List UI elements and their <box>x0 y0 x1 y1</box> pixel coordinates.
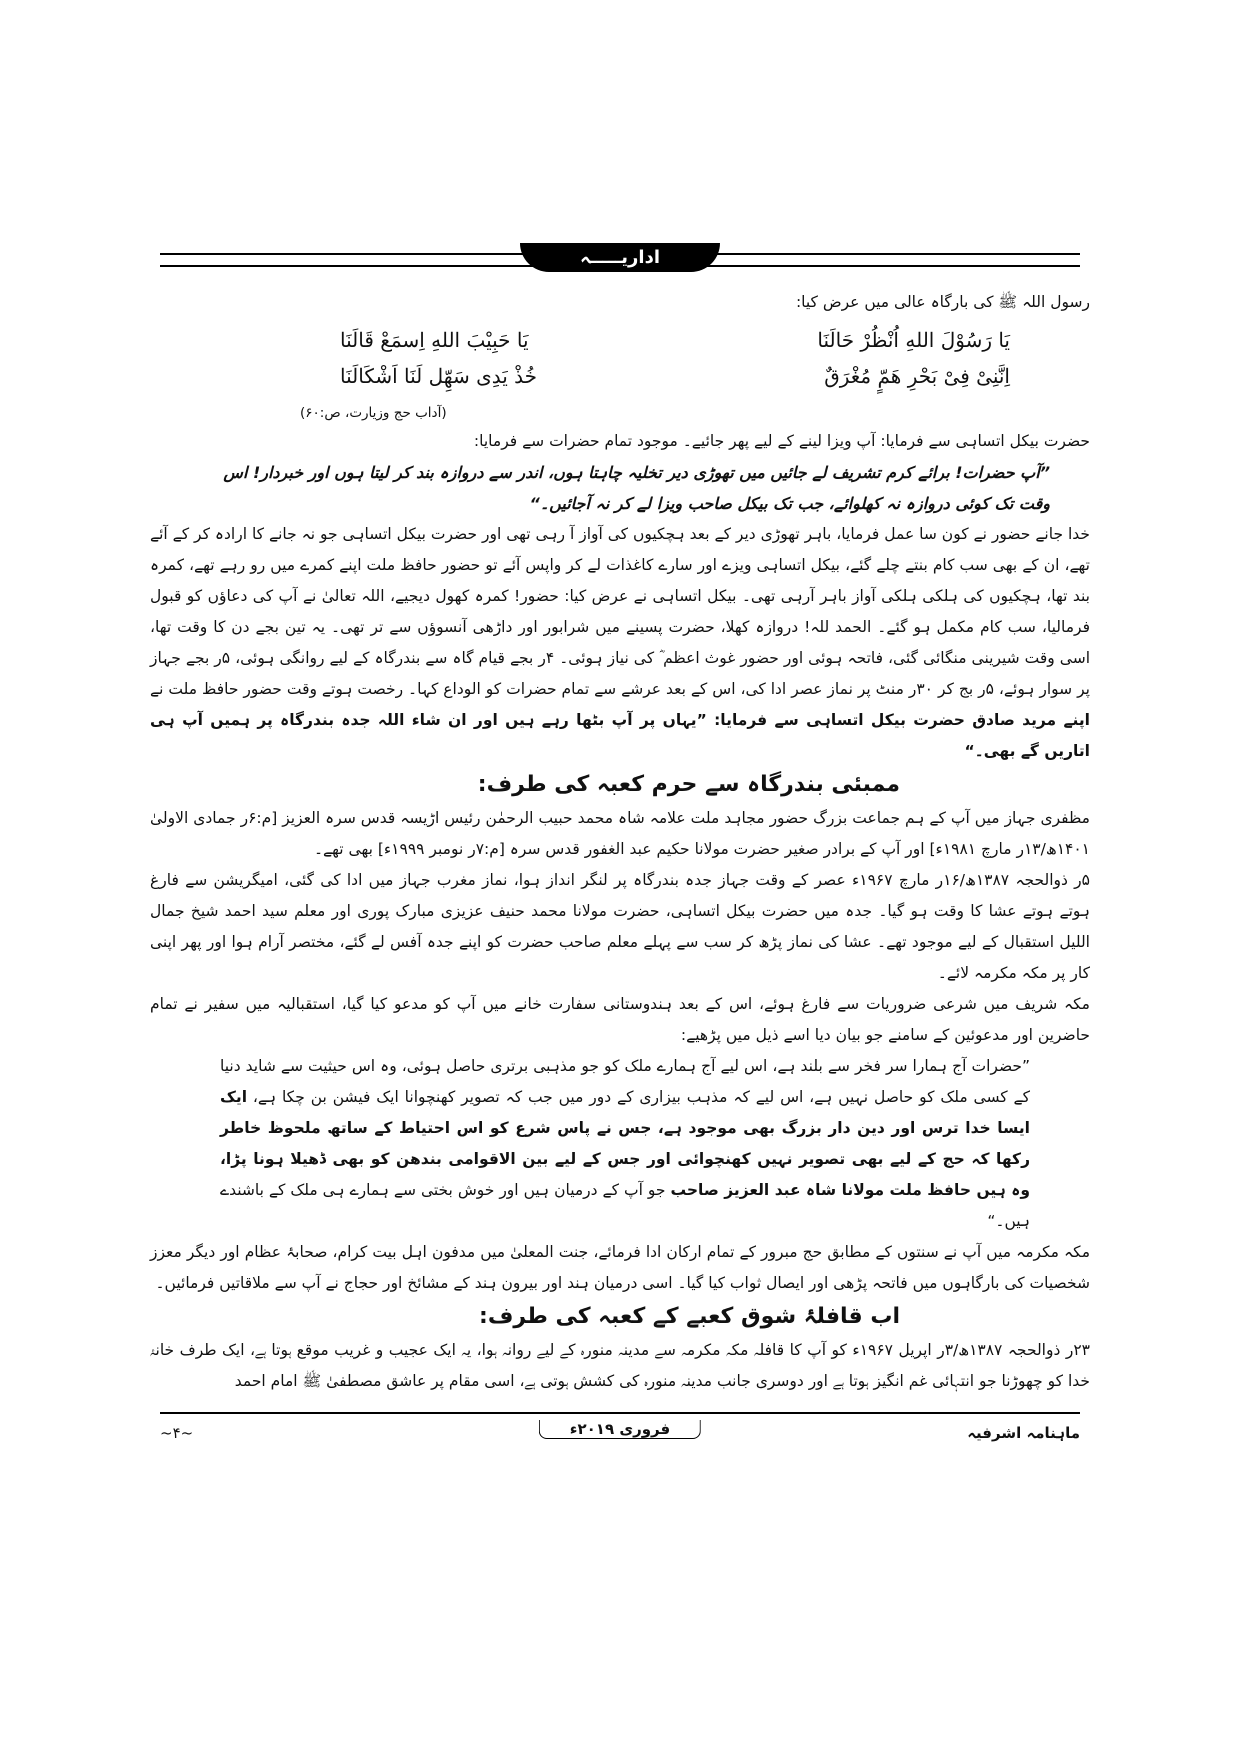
article-body <box>150 283 1090 1397</box>
paragraph-1: حضرت بیکل اتساہی سے فرمایا: آپ ویزا لینے کے لیے پھر جائیے۔ موجود تمام حضرات سے فرمایا: <box>473 432 1090 450</box>
paragraph-7: ۲۳ر ذوالحجہ ۱۳۸۷ھ/۳ر اپریل ۱۹۶۷ء کو آپ کا قافلہ مکہ مکرمہ سے مدینہ منورہ کے لیے روانہ ہوا، یہ ایک عجیب و غریب موقع ہوتا ہے، ایک طرف خانۂ خدا کو چھوڑنا جو انتہائی غم انگیز ہوتا ہے اور دوسری جانب مدینہ منورہ کی کشش ہوتی ہے، اسی مقام پر عاشق مصطفیٰ ﷺ امام احمد <box>150 1341 1090 1390</box>
verse-citation: (آداب حج وزیارت، ص:۶۰) <box>300 405 447 421</box>
paragraph-6: مکہ مکرمہ میں آپ نے سنتوں کے مطابق حج مبرور کے تمام ارکان ادا فرمائے، جنت المعلیٰ میں مدفون اہل بیت کرام، صحابۂ عظام اور دیگر معزز شخصیات کی بارگاہوں میں فاتحہ پڑھی اور ایصال ثواب کیا گیا۔ اسی درمیان ہند اور بیرون ہند کے مشائخ اور حجاج نے آپ سے ملاقاتیں فرمائیں۔ <box>150 1243 1090 1292</box>
paragraph-2-text: خدا جانے حضور نے کون سا عمل فرمایا، باہر تھوڑی دیر کے بعد ہچکیوں کی آواز آ رہی تھی اور حضرت بیکل اتساہی جو نہ جانے کا ارادہ کر کے آئے تھے، ان کے بھی سب کام بنتے چلے گئے، بیکل اتساہی ویزے اور سارے کاغذات لے کر واپس آئے تو حضور حافظ ملت اپنے کمرے میں رو رہے تھے، کمرہ بند تھا، ہچکیوں کی ہلکی ہلکی آواز باہر آرہی تھی۔ بیکل اتساہی نے عرض کیا: حضور! کمرہ کھول دیجیے، اللہ تعالیٰ نے آپ کی دعاؤں کو قبول فرمالیا، سب کام مکمل ہو گئے۔ الحمد للہ! دروازہ کھلا، حضرت پسینے میں شرابور اور داڑھی آنسوؤں سے تر تھی۔ یہ تین بجے دن کا وقت تھا، اسی وقت شیرینی منگائی گئی، فاتحہ ہوئی اور حضور غوث اعظم ؓ کی نیاز ہوئی۔ ۴ر بجے قیام گاہ سے بندرگاہ کے لیے روانگی ہوئی، ۵ر بجے جہاز پر سوار ہوئے، ۵ر بج کر ۳۰ر منٹ پر نماز عصر ادا کی، اس کے بعد عرشے سے تمام حضرات کو الوداع کہا۔ رخصت ہوتے وقت حضور حافظ ملت نے <box>150 525 1090 698</box>
verse-line-2 <box>150 358 1090 394</box>
verse-line-1 <box>150 322 1090 358</box>
heading-caravan: اب قافلۂ شوق کعبے کے کعبہ کی طرف: <box>479 1304 900 1329</box>
quote-2 <box>150 1051 1090 1237</box>
paragraph-5: مکہ شریف میں شرعی ضروریات سے فارغ ہوئے، اس کے بعد ہندوستانی سفارت خانے میں آپ کو مدعو کیا گیا، استقبالیہ میں سفیر نے تمام حاضرین اور مدعوئین کے سامنے جو بیان دیا اسے ذیل میں پڑھیے: <box>150 995 1090 1044</box>
paragraph-2 <box>150 519 1090 767</box>
paragraph-4: ۵ر ذوالحجہ ۱۳۸۷ھ/۱۶ر مارچ ۱۹۶۷ء عصر کے وقت جہاز جدہ بندرگاہ پر لنگر انداز ہوا، نماز مغرب جہاز میں ادا کی گئی، امیگریشن سے فارغ ہوتے ہوتے عشا کا وقت ہو گیا۔ جدہ میں حضرت بیکل اتساہی، حضرت مولانا محمد حنیف عزیزی مبارک پوری اور معلم سید احمد شیخ جمال اللیل استقبال کے لیے موجود تھے۔ عشا کی نماز پڑھ کر سب سے پہلے معلم صاحب حضرت کو اپنے جدہ آفس لے گئے، مختصر آرام ہوا اور پھر اپنی کار پر مکہ مکرمہ لائے۔ <box>150 871 1090 982</box>
quote-2-end: جو آپ کے درمیان ہیں اور خوش بختی سے ہمارے ہی ملک کے باشندے ہیں۔“ <box>220 1181 1030 1230</box>
quote-2-bold: ایک ایسا خدا ترس اور دین دار بزرگ بھی موجود ہے، جس نے پاس شرع کو اس احتیاط کے ساتھ ملحوظ خاطر رکھا کہ حج کے لیے بھی تصویر نہیں کھنچوائی اور جس کے لیے بین الاقوامی بندھن کو بھی ڈھیلا ہونا پڑا، وہ ہیں حافظ ملت مولانا شاہ عبد العزیز صاحب <box>220 1088 1031 1199</box>
paragraph-3: مظفری جہاز میں آپ کے ہم جماعت بزرگ حضور مجاہد ملت علامہ شاہ محمد حبیب الرحمٰن رئیس اڑیسہ قدس سرہ العزیز [م:۶ر جمادی الاولیٰ ۱۴۰۱ھ/۱۳ر مارچ ۱۹۸۱ء] اور آپ کے برادر صغیر حضرت مولانا حکیم عبد الغفور قدس سرہ [م:۷ر نومبر ۱۹۹۹ء] بھی تھے۔ <box>150 809 1090 858</box>
quote-2-text: ”حضرات آج ہمارا سر فخر سے بلند ہے، اس لیے آج ہمارے ملک کو جو مذہبی برتری حاصل ہوئی، وہ اس حیثیت سے شاید دنیا کے کسی ملک کو حاصل نہیں ہے، اس لیے کہ مذہب بیزاری کے دور میں جب کہ تصویر کھنچوانا ایک فیشن بن چکا ہے، <box>220 1057 1030 1106</box>
verse-2-right: اِنَّنِیْ فِیْ بَحْرِ هَمٍّ مُغْرَقٌ <box>824 364 1010 388</box>
issue-date: فروری ۲۰۱۹ء <box>539 1420 701 1439</box>
verse-1-left: یَا حَبِیْبَ اللهِ اِسمَعْ قَالَنَا <box>340 328 529 352</box>
intro-line: رسول اللہ ﷺ کی بارگاہ عالی میں عرض کیا: <box>795 293 1090 311</box>
footer-rule <box>160 1412 1080 1414</box>
magazine-name: ماہنامہ اشرفیہ <box>967 1424 1080 1442</box>
page-footer <box>160 1412 1080 1452</box>
heading-mumbai-to-haram: ممبئی بندرگاہ سے حرم کعبہ کی طرف: <box>477 772 900 797</box>
page-number: ~۴~ <box>160 1424 194 1442</box>
paragraph-2-bold: اپنے مرید صادق حضرت بیکل اتساہی سے فرمایا: ”یہاں پر آپ بٹھا رہے ہیں اور ان شاء اللہ جدہ بندرگاہ پر ہمیں آپ ہی اتاریں گے بھی۔“ <box>150 711 1090 760</box>
verse-2-left: خُذْ یَدِی سَهِّل لَنَا اَشْکَالَنَا <box>340 364 538 388</box>
verse-1-right: یَا رَسُوْلَ اللهِ اُنْظُرْ حَالَنَا <box>817 328 1010 352</box>
page-header <box>160 243 1080 283</box>
quote-1: ”آپ حضرات! برائے کرم تشریف لے جائیں میں تھوڑی دیر تخلیہ چاہتا ہوں، اندر سے دروازہ بند کر لیتا ہوں اور خبردار! اس وقت تک کوئی دروازہ نہ کھلوائے، جب تک بیکل صاحب ویزا لے کر نہ آجائیں۔“ <box>223 463 1050 513</box>
section-tag: اداریـــــہ <box>520 243 720 272</box>
arabic-verse <box>150 322 1090 400</box>
